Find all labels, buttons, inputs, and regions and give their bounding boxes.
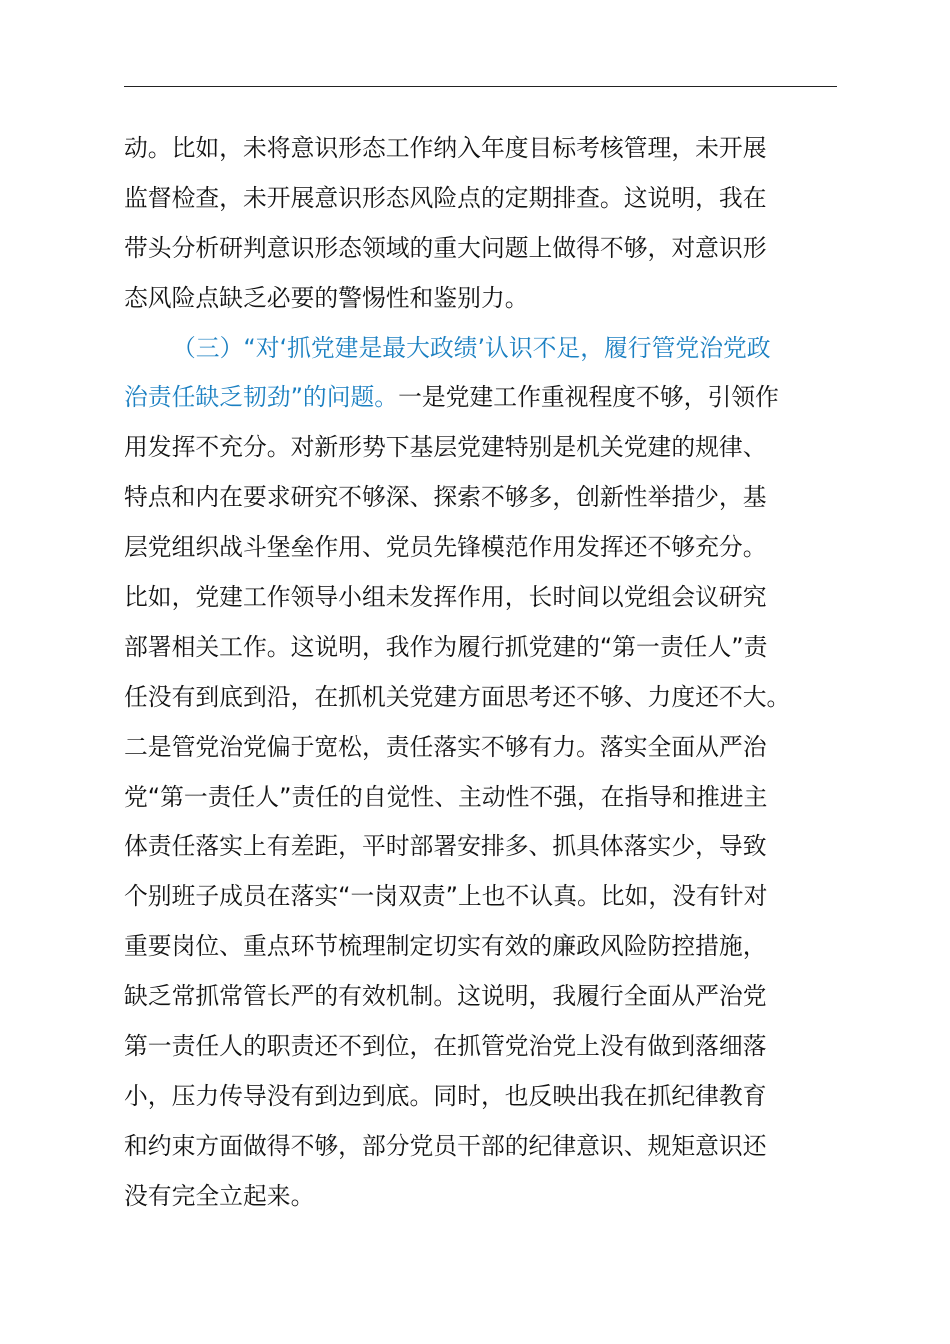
text-line: 体责任落实上有差距，平时部署安排多、抓具体落实少，导致 xyxy=(124,832,767,861)
text-line: 比如，党建工作领导小组未发挥作用，长时间以党组会议研究 xyxy=(124,583,767,612)
text-line: 和约束方面做得不够，部分党员干部的纪律意识、规矩意识还 xyxy=(124,1131,767,1160)
text-line: 部署相关工作。这说明，我作为履行抓党建的“第一责任人”责 xyxy=(124,632,768,661)
text-line: 用发挥不充分。对新形势下基层党建特别是机关党建的规律、 xyxy=(124,433,767,462)
text-line: 重要岗位、重点环节梳理制定切实有效的廉政风险防控措施， xyxy=(124,932,767,961)
text-line: 缺乏常抓常管长严的有效机制。这说明，我履行全面从严治党 xyxy=(124,982,767,1011)
paragraph-2-start: 一是党建工作重视程度不够，引领作 xyxy=(398,383,779,412)
header-rule xyxy=(124,86,837,87)
text-line: 党“第一责任人”责任的自觉性、主动性不强，在指导和推进主 xyxy=(124,782,768,811)
text-line: 没有完全立起来。 xyxy=(124,1181,315,1210)
text-line: 二是管党治党偏于宽松，责任落实不够有力。落实全面从严治 xyxy=(124,732,767,761)
text-line: 第一责任人的职责还不到位，在抓管党治党上没有做到落细落 xyxy=(124,1032,767,1061)
text-line: 个别班子成员在落实“一岗双责”上也不认真。比如，没有针对 xyxy=(124,882,768,911)
text-line: 带头分析研判意识形态领域的重大问题上做得不够，对意识形 xyxy=(124,233,767,262)
text-line: 小，压力传导没有到边到底。同时，也反映出我在抓纪律教育 xyxy=(124,1081,767,1110)
document-body xyxy=(124,124,840,1222)
text-line: 任没有到底到沿，在抓机关党建方面思考还不够、力度还不大。 xyxy=(124,682,791,711)
section-heading-tail: 治责任缺乏韧劲”的问题。 xyxy=(124,383,399,412)
text-line: 特点和内在要求研究不够深、探索不够多，创新性举措少，基 xyxy=(124,483,767,512)
text-line: 监督检查，未开展意识形态风险点的定期排查。这说明，我在 xyxy=(124,183,767,212)
text-line: 态风险点缺乏必要的警惕性和鉴别力。 xyxy=(124,283,529,312)
text-line: 层党组织战斗堡垒作用、党员先锋模范作用发挥还不够充分。 xyxy=(124,533,767,562)
text-line: 动。比如，未将意识形态工作纳入年度目标考核管理，未开展 xyxy=(124,134,767,162)
section-heading-line-1: （三）“对‘抓党建是最大政绩’认识不足，履行管党治党政 xyxy=(172,333,771,362)
section-heading-line-2 xyxy=(124,373,840,423)
